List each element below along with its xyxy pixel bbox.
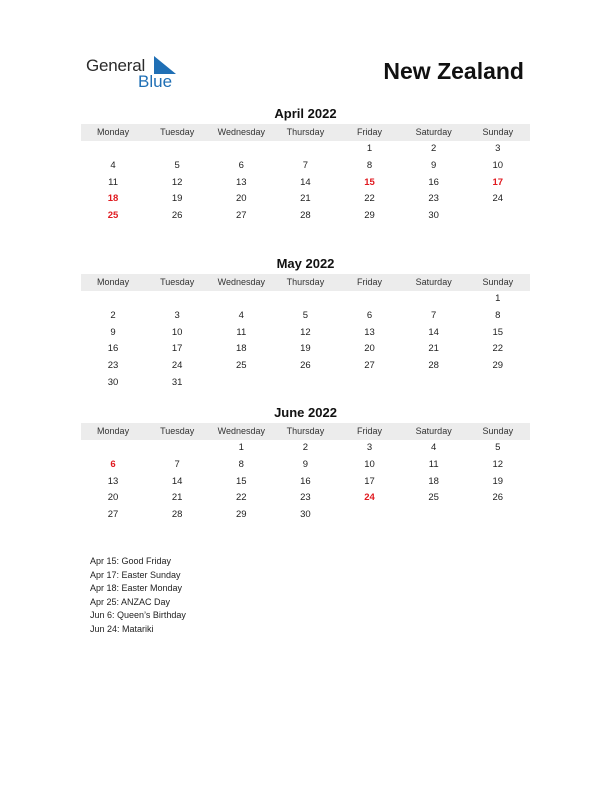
holiday-note: Apr 15: Good Friday [90, 556, 172, 566]
day-cell: 18 [428, 475, 439, 487]
weekday-label: Sunday [482, 277, 514, 287]
weekday-label: Thursday [286, 127, 325, 137]
weekday-label: Wednesday [217, 127, 265, 137]
month-calendar [81, 106, 530, 225]
weekday-header [81, 124, 530, 141]
day-cell: 20 [364, 343, 375, 355]
day-cell: 16 [300, 475, 311, 487]
day-cell: 12 [492, 458, 504, 470]
week-row [81, 308, 530, 325]
weekday-label: Tuesday [160, 277, 195, 287]
day-cell [145, 440, 209, 457]
week-row [81, 358, 530, 375]
week-row [81, 158, 530, 175]
day-cell [209, 375, 273, 392]
week-row [81, 191, 530, 208]
weekday-label: Saturday [415, 277, 452, 287]
day-cell [81, 440, 145, 457]
weekday-label: Friday [357, 426, 383, 436]
day-cell: 30 [107, 376, 119, 388]
week-row [81, 474, 530, 491]
day-cell: 26 [171, 210, 183, 222]
weekday-label: Monday [97, 277, 130, 287]
day-cell: 21 [171, 492, 183, 504]
day-cell: 2 [431, 143, 437, 154]
holiday-note: Apr 18: Easter Monday [90, 583, 183, 593]
weekday-label: Wednesday [217, 426, 265, 436]
week-row [81, 325, 530, 342]
day-cell: 21 [300, 193, 311, 205]
day-cell: 19 [171, 193, 183, 205]
day-cell: 12 [300, 326, 311, 338]
day-cell: 23 [428, 193, 439, 205]
day-cell: 25 [107, 210, 119, 222]
day-cell [466, 208, 530, 225]
day-cell: 9 [431, 159, 437, 171]
day-cell [402, 375, 466, 392]
day-cell: 9 [302, 458, 309, 470]
logo-text-general: General [86, 56, 146, 75]
day-cell [338, 291, 402, 308]
day-cell: 24 [492, 193, 504, 205]
day-cell: 5 [495, 442, 501, 453]
day-cell: 24 [364, 492, 375, 504]
day-cell [273, 141, 337, 158]
day-cell: 8 [366, 159, 373, 171]
day-cell: 17 [171, 343, 183, 355]
day-cell [338, 375, 402, 392]
month-title: June 2022 [274, 405, 337, 420]
weekday-label: Saturday [415, 426, 452, 436]
day-cell [145, 291, 209, 308]
day-cell [466, 375, 530, 392]
weekday-label: Friday [357, 127, 383, 137]
day-cell [338, 507, 402, 524]
weekday-header [81, 274, 530, 291]
day-cell: 1 [366, 143, 373, 154]
day-cell: 25 [428, 492, 439, 504]
day-cell: 28 [428, 360, 439, 372]
day-cell: 20 [107, 492, 119, 504]
day-cell: 10 [492, 159, 504, 171]
logo-text-blue: Blue [138, 72, 173, 91]
day-cell: 11 [108, 176, 118, 188]
day-cell: 20 [236, 193, 247, 205]
day-cell: 19 [300, 343, 311, 355]
day-cell [81, 141, 145, 158]
day-cell: 2 [302, 442, 309, 453]
day-cell: 22 [236, 492, 247, 504]
holiday-note: Apr 25: ANZAC Day [90, 596, 171, 607]
day-cell: 19 [492, 475, 504, 487]
day-cell: 18 [107, 193, 119, 205]
month-title: May 2022 [276, 256, 335, 271]
week-row [81, 208, 530, 225]
day-cell: 13 [364, 326, 375, 338]
holiday-note: Jun 24: Matariki [90, 623, 154, 634]
day-cell: 5 [174, 159, 180, 171]
day-cell [209, 291, 273, 308]
day-cell: 4 [431, 442, 437, 453]
day-cell: 26 [492, 492, 504, 504]
day-cell: 3 [366, 442, 373, 453]
day-cell: 6 [366, 309, 373, 321]
day-cell: 14 [171, 475, 183, 487]
day-cell: 29 [364, 210, 375, 222]
week-row [81, 375, 530, 392]
month-calendar [81, 256, 530, 392]
day-cell [402, 507, 466, 524]
day-cell: 28 [171, 509, 183, 521]
day-cell: 22 [364, 193, 375, 205]
weekday-label: Thursday [286, 277, 325, 287]
day-cell: 22 [492, 343, 504, 355]
weekday-header [81, 423, 530, 440]
day-cell: 29 [492, 360, 504, 372]
country-title: New Zealand [383, 58, 524, 84]
day-cell: 6 [238, 159, 244, 171]
day-cell: 10 [171, 326, 183, 338]
day-cell: 1 [238, 442, 244, 453]
weekday-label: Tuesday [160, 426, 195, 436]
holiday-note: Apr 17: Easter Sunday [90, 569, 181, 580]
day-cell: 14 [428, 326, 439, 338]
day-cell: 15 [364, 176, 375, 188]
day-cell: 4 [110, 159, 116, 171]
day-cell: 3 [495, 143, 501, 154]
weekday-label: Tuesday [160, 127, 195, 137]
day-cell: 15 [492, 326, 504, 338]
day-cell [81, 291, 145, 308]
weekday-label: Sunday [482, 127, 514, 137]
day-cell: 30 [300, 509, 311, 521]
day-cell: 27 [364, 360, 375, 372]
day-cell: 7 [174, 458, 180, 470]
weekday-label: Wednesday [217, 277, 265, 287]
week-row [81, 341, 530, 358]
general-blue-logo [86, 56, 186, 92]
holiday-note: Jun 6: Queen’s Birthday [90, 610, 186, 620]
day-cell: 27 [107, 509, 119, 521]
day-cell: 15 [236, 475, 247, 487]
week-row [81, 440, 530, 457]
day-cell: 17 [492, 176, 504, 188]
day-cell: 11 [236, 326, 247, 338]
day-cell: 12 [171, 176, 183, 188]
day-cell [466, 507, 530, 524]
day-cell [145, 141, 209, 158]
day-cell: 2 [110, 309, 116, 321]
week-row [81, 291, 530, 308]
week-row [81, 457, 530, 474]
week-row [81, 141, 530, 158]
day-cell [273, 375, 337, 392]
day-cell: 23 [107, 360, 119, 372]
day-cell: 24 [171, 360, 183, 372]
weekday-label: Thursday [286, 426, 325, 436]
weekday-label: Sunday [482, 426, 514, 436]
day-cell: 29 [236, 509, 247, 521]
day-cell: 8 [495, 309, 501, 321]
holiday-notes [90, 555, 186, 636]
day-cell: 10 [364, 458, 375, 470]
weekday-label: Monday [97, 426, 130, 436]
weekday-label: Monday [97, 127, 130, 137]
day-cell: 4 [238, 309, 244, 321]
day-cell: 3 [174, 309, 180, 321]
weekday-label: Saturday [415, 127, 452, 137]
day-cell: 9 [110, 326, 116, 338]
day-cell: 21 [428, 343, 439, 355]
day-cell: 14 [300, 176, 311, 188]
day-cell [209, 141, 273, 158]
day-cell: 17 [364, 475, 375, 487]
day-cell: 16 [107, 343, 119, 355]
month-calendar [81, 405, 530, 524]
day-cell: 31 [171, 376, 183, 388]
day-cell: 23 [300, 492, 311, 504]
week-row [81, 507, 530, 524]
day-cell: 7 [431, 309, 437, 321]
week-row [81, 175, 530, 192]
day-cell [402, 291, 466, 308]
day-cell: 13 [236, 176, 247, 188]
day-cell: 13 [107, 475, 119, 487]
day-cell: 1 [495, 293, 501, 304]
day-cell: 16 [428, 176, 439, 188]
weekday-label: Friday [357, 277, 383, 287]
day-cell [273, 291, 337, 308]
day-cell: 25 [236, 360, 247, 372]
day-cell: 6 [110, 458, 116, 470]
day-cell: 18 [236, 343, 247, 355]
month-title: April 2022 [274, 106, 337, 121]
day-cell: 5 [302, 309, 309, 321]
day-cell: 27 [236, 210, 247, 222]
day-cell: 8 [238, 458, 244, 470]
day-cell: 30 [428, 210, 439, 222]
day-cell: 28 [300, 210, 311, 222]
day-cell: 7 [302, 159, 309, 171]
day-cell: 11 [428, 458, 439, 470]
week-row [81, 490, 530, 507]
day-cell: 26 [300, 360, 311, 372]
